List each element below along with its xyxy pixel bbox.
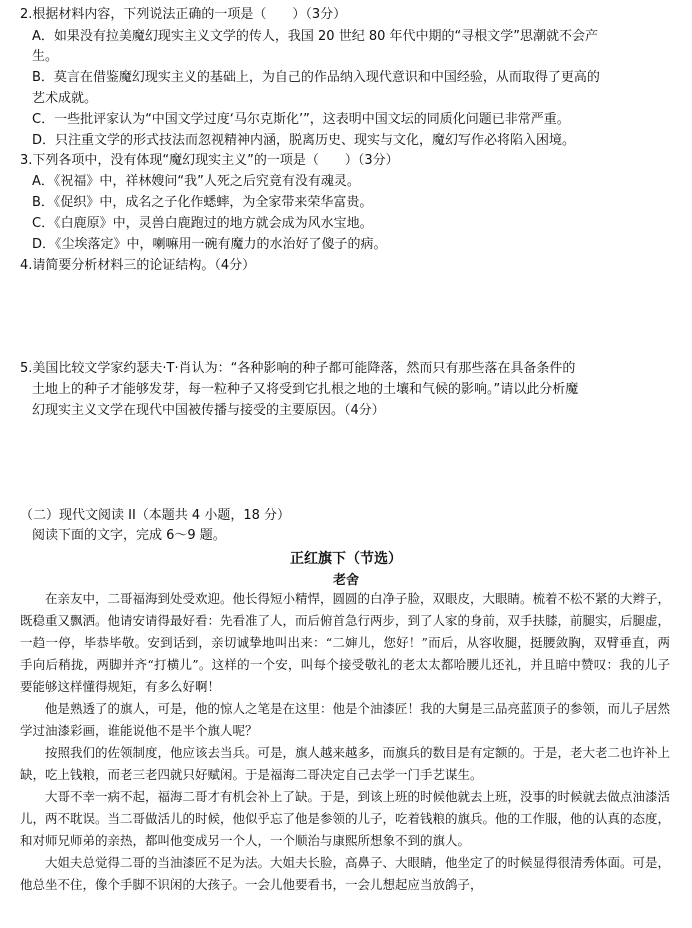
passage-paragraph: 大哥不幸一病不起，福海二哥才有机会补上了缺。于是，到该上班的时候他就去上班，没事的时候就去做点油漆活儿，两不耽误。当二哥做活儿的时候，他似乎忘了他是参领的儿子，吃着钱粮的旗兵。他的工作服，他的认真的态度，和对师兄师弟的亲热，都叫他变成另一个人，一个顺治与康熙所想象不到的旗人。 [20,789,671,848]
question-5-line1: 5.美国比较文学家约瑟夫·T·肖认为：“各种影响的种子都可能降落，然而只有那些落在具备条件的 [20,361,576,376]
passage-paragraph: 在亲友中，二哥福海到处受欢迎。他长得短小精悍，圆圆的白净子脸，双眼皮，大眼睛。梳着不松不紧的大辫子，既稳重又飘洒。他请安请得最好看：先看准了人，而后俯首急行两步，到了人家的身前，双手扶膝，前腿实，后腿虚，一趋一停，毕恭毕敬。安到话到，亲切诚挚地叫出来：“二婶儿，您好！”而后，从容收腿，挺腰敛胸，双臂垂直，两手向后稍拢，两脚并齐“打横儿”。这样的一个安，叫每个接受敬礼的老太太都哈腰儿还礼，并且暗中赞叹：我的儿子要能够这样懂得规矩，有多么好啊！ [20,591,671,694]
question-3-stem: 3.下列各项中，没有体现“魔幻现实主义”的一项是（ ）（3分） [20,153,399,168]
question-2-option-a-line2: 生。 [32,49,59,64]
question-2-option-d: D．只注重文学的形式技法而忽视精神内涵，脱离历史、现实与文化，魔幻写作必将陷入困境。 [32,133,576,148]
section-2-heading: （二）现代文阅读 II（本题共 4 小题，18 分） [20,508,291,523]
question-2-option-b-line2: 艺术成就。 [32,91,98,106]
section-2-instruction: 阅读下面的文字，完成 6～9 题。 [32,528,226,543]
question-5-line2: 土地上的种子才能够发芽，每一粒种子又将受到它扎根之地的土壤和气候的影响。”请以此分析魔 [32,382,579,397]
question-5-line3: 幻现实主义文学在现代中国被传播与接受的主要原因。（4分） [32,403,385,418]
question-2-stem: 2.根据材料内容，下列说法正确的一项是（ ）（3分） [20,7,347,22]
passage-body [20,588,670,896]
passage-paragraph: 大姐夫总觉得二哥的当油漆匠不足为法。大姐夫长脸，高鼻子、大眼睛，他坐定了的时候显得很清秀体面。可是，他总坐不住，像个手脚不识闲的大孩子。一会儿他要看书，一会儿想起应当放鸽子， [20,855,671,892]
passage-paragraph: 按照我们的佐领制度，他应该去当兵。可是，旗人越来越多，而旗兵的数目是有定额的。于是，老大老二也许补上缺，吃上钱粮，而老三老四就只好赋闲。于是福海二哥决定自己去学一门手艺谋生。 [20,745,671,782]
question-2-option-c: C．一些批评家认为“中国文学过度‘马尔克斯化’”，这表明中国文坛的同质化问题已非常严重。 [32,112,570,127]
passage-title: 正红旗下（节选） [290,551,402,567]
question-3-option-a: A．《祝福》中，祥林嫂问“我”人死之后究竟有没有魂灵。 [32,174,360,189]
question-2-option-b-line1: B．莫言在借鉴魔幻现实主义的基础上，为自己的作品纳入现代意识和中国经验，从而取得了更高的 [32,70,600,85]
question-3-option-b: B．《促织》中，成名之子化作蟋蟀，为全家带来荣华富贵。 [32,195,373,210]
question-4-stem: 4.请简要分析材料三的论证结构。（4分） [20,258,256,273]
question-3-option-c: C．《白鹿原》中，灵兽白鹿跑过的地方就会成为风水宝地。 [32,216,373,231]
question-3-option-d: D．《尘埃落定》中，喇嘛用一碗有魔力的水治好了傻子的病。 [32,237,387,252]
passage-paragraph: 他是熟透了的旗人，可是，他的惊人之笔是在这里：他是个油漆匠！我的大舅是三品亮蓝顶子的参领，而儿子居然学过油漆彩画，谁能说他不是半个旗人呢？ [20,701,671,738]
passage-author: 老舍 [332,573,359,588]
question-2-option-a-line1: A．如果没有拉美魔幻现实主义文学的传人，我国 20 世纪 80 年代中期的“寻根文学”思潮就不会产 [32,29,598,44]
